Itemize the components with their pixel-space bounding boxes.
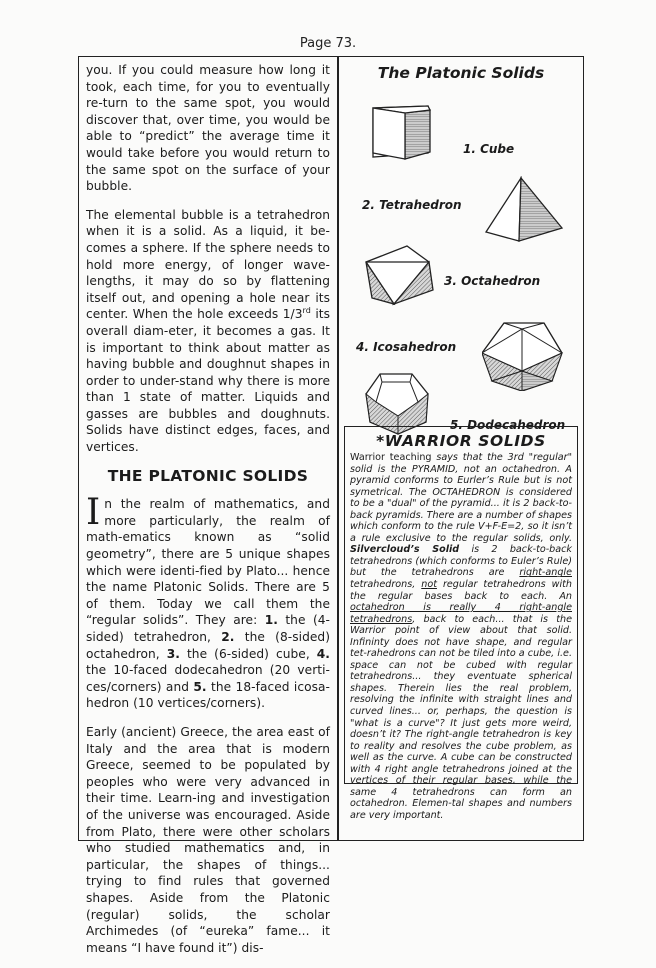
warrior-solids-title: *WARRIOR SOLIDS [376,432,546,450]
icosahedron-icon [482,319,564,391]
drop-cap: I [86,492,101,534]
label-cube: 1. Cube [463,142,515,156]
paragraph-ancient-greece: Early (ancient) Greece, the area east of Italy and the area that is modern Greece, seemed to be populated by peoples who were very advanced in their time. Learn-ing and investigation of the universe was encouraged. Aside from Plato, there were other scholars who studied mathematics and, in particular, the shapes of things... trying to find rules that governed shapes. Aside from the Platonic (regular) solids, the scholar Archimedes (of “eureka” fame... it means “I have found it”) dis- [86,724,330,955]
label-tetrahedron: 2. Tetrahedron [362,198,462,212]
figure-title: The Platonic Solids [377,64,545,82]
solids-illustration [342,82,580,432]
paragraph-bubble-return: you. If you could measure how long it took, each time, for you to eventually re-turn to the same spot, you would discover that, over time, you would be able to “predict” the average time it would take before you would return to the same spot on the surface of your bubble. [86,63,330,194]
paragraph-platonic-intro: In the realm of mathematics, and more particularly, the realm of math-ematics known as “solid geometry”, there are 5 unique shapes which were identi-fied by Plato... hence the name Platonic Solids. There are 5 of them. Today we call them the “regular solids”. They are: 1. the (4-sided) tetrahedron, 2. the (8-sided) octahedron, 3. the (6-sided) cube, 4. the 10-faced dodecahedron (20 verti-ces/corners) and 5. the 18-faced icosa-hedron (10 vertices/corners). [86,492,330,711]
label-icosahedron: 4. Icosahedron [356,340,457,354]
column-divider [337,56,339,841]
platonic-solids-figure [342,60,580,432]
label-dodecahedron: 5. Dodecahedron [450,418,566,432]
paragraph-elemental-bubble: The elemental bubble is a tetrahedron when it is a solid. As a liquid, it be-comes a sphere. If the sphere needs to hold more energy, of longer wave-lengths, it may do so by flattening itself out, and opening a hole near its center. When the hole exceeds 1/3rd its overall diam-eter, it becomes a gas. It is important to think about matter as having bubble and doughnut shapes in order to under-stand why there is more than 1 state of matter. Liquids and gasses are bubbles and doughnuts. Solids have distinct edges, faces, and vertices. [86,207,330,455]
warrior-solids-text: Warrior teaching says that the 3rd "regular" solid is the PYRAMID, not an octahedron. A pyramid conforms to Eurler’s Rule but is not symetrical. The OCTAHEDRON is considered to be a "dual" of the pyramid... it is 2 back-to-back pyramids. There are a number of shapes which conform to the rule V+F-E=2, so it isn’t a rule exclusive to the regular solids, only. Silvercloud’s Solid is 2 back-to-back tetrahedrons (which conforms to Euler’s Rule) but the tetrahedrons are right-angle tetrahedrons, not regular tetrahedrons with the regular bases back to each. An octahedron is really 4 right-angle tetrahedrons, back to each... that is the Warrior point of view about that solid. Infininty does not have shape, and regular tet-rahedrons can not be tiled into a cube, i.e. space can not be cubed with regular tetrahedrons... they eventuate spherical shapes. Therein lies the real problem, resolving the infinite with straight lines and curved lines... or, perhaps, the question is "what is a curve"? It just gets more weird, doesn’t it? The right-angle tetrahedron is key to reality and resolves the cube problem, as well as the curve. A cube can be constructed with 4 right angle tetrahedrons joined at the vertices of their regular bases, while the same 4 tetrahedrons can form an octahedron. Elemen-tal shapes and numbers are very important. [350,452,572,821]
tetrahedron-icon [482,176,566,246]
page-number: Page 73. [299,36,357,51]
octahedron-icon [362,242,440,308]
warrior-solids-box [344,426,578,821]
label-octahedron: 3. Octahedron [444,274,541,288]
left-column [86,62,330,968]
section-title-platonic-solids: THE PLATONIC SOLIDS [107,466,309,485]
cube-icon [364,104,436,164]
